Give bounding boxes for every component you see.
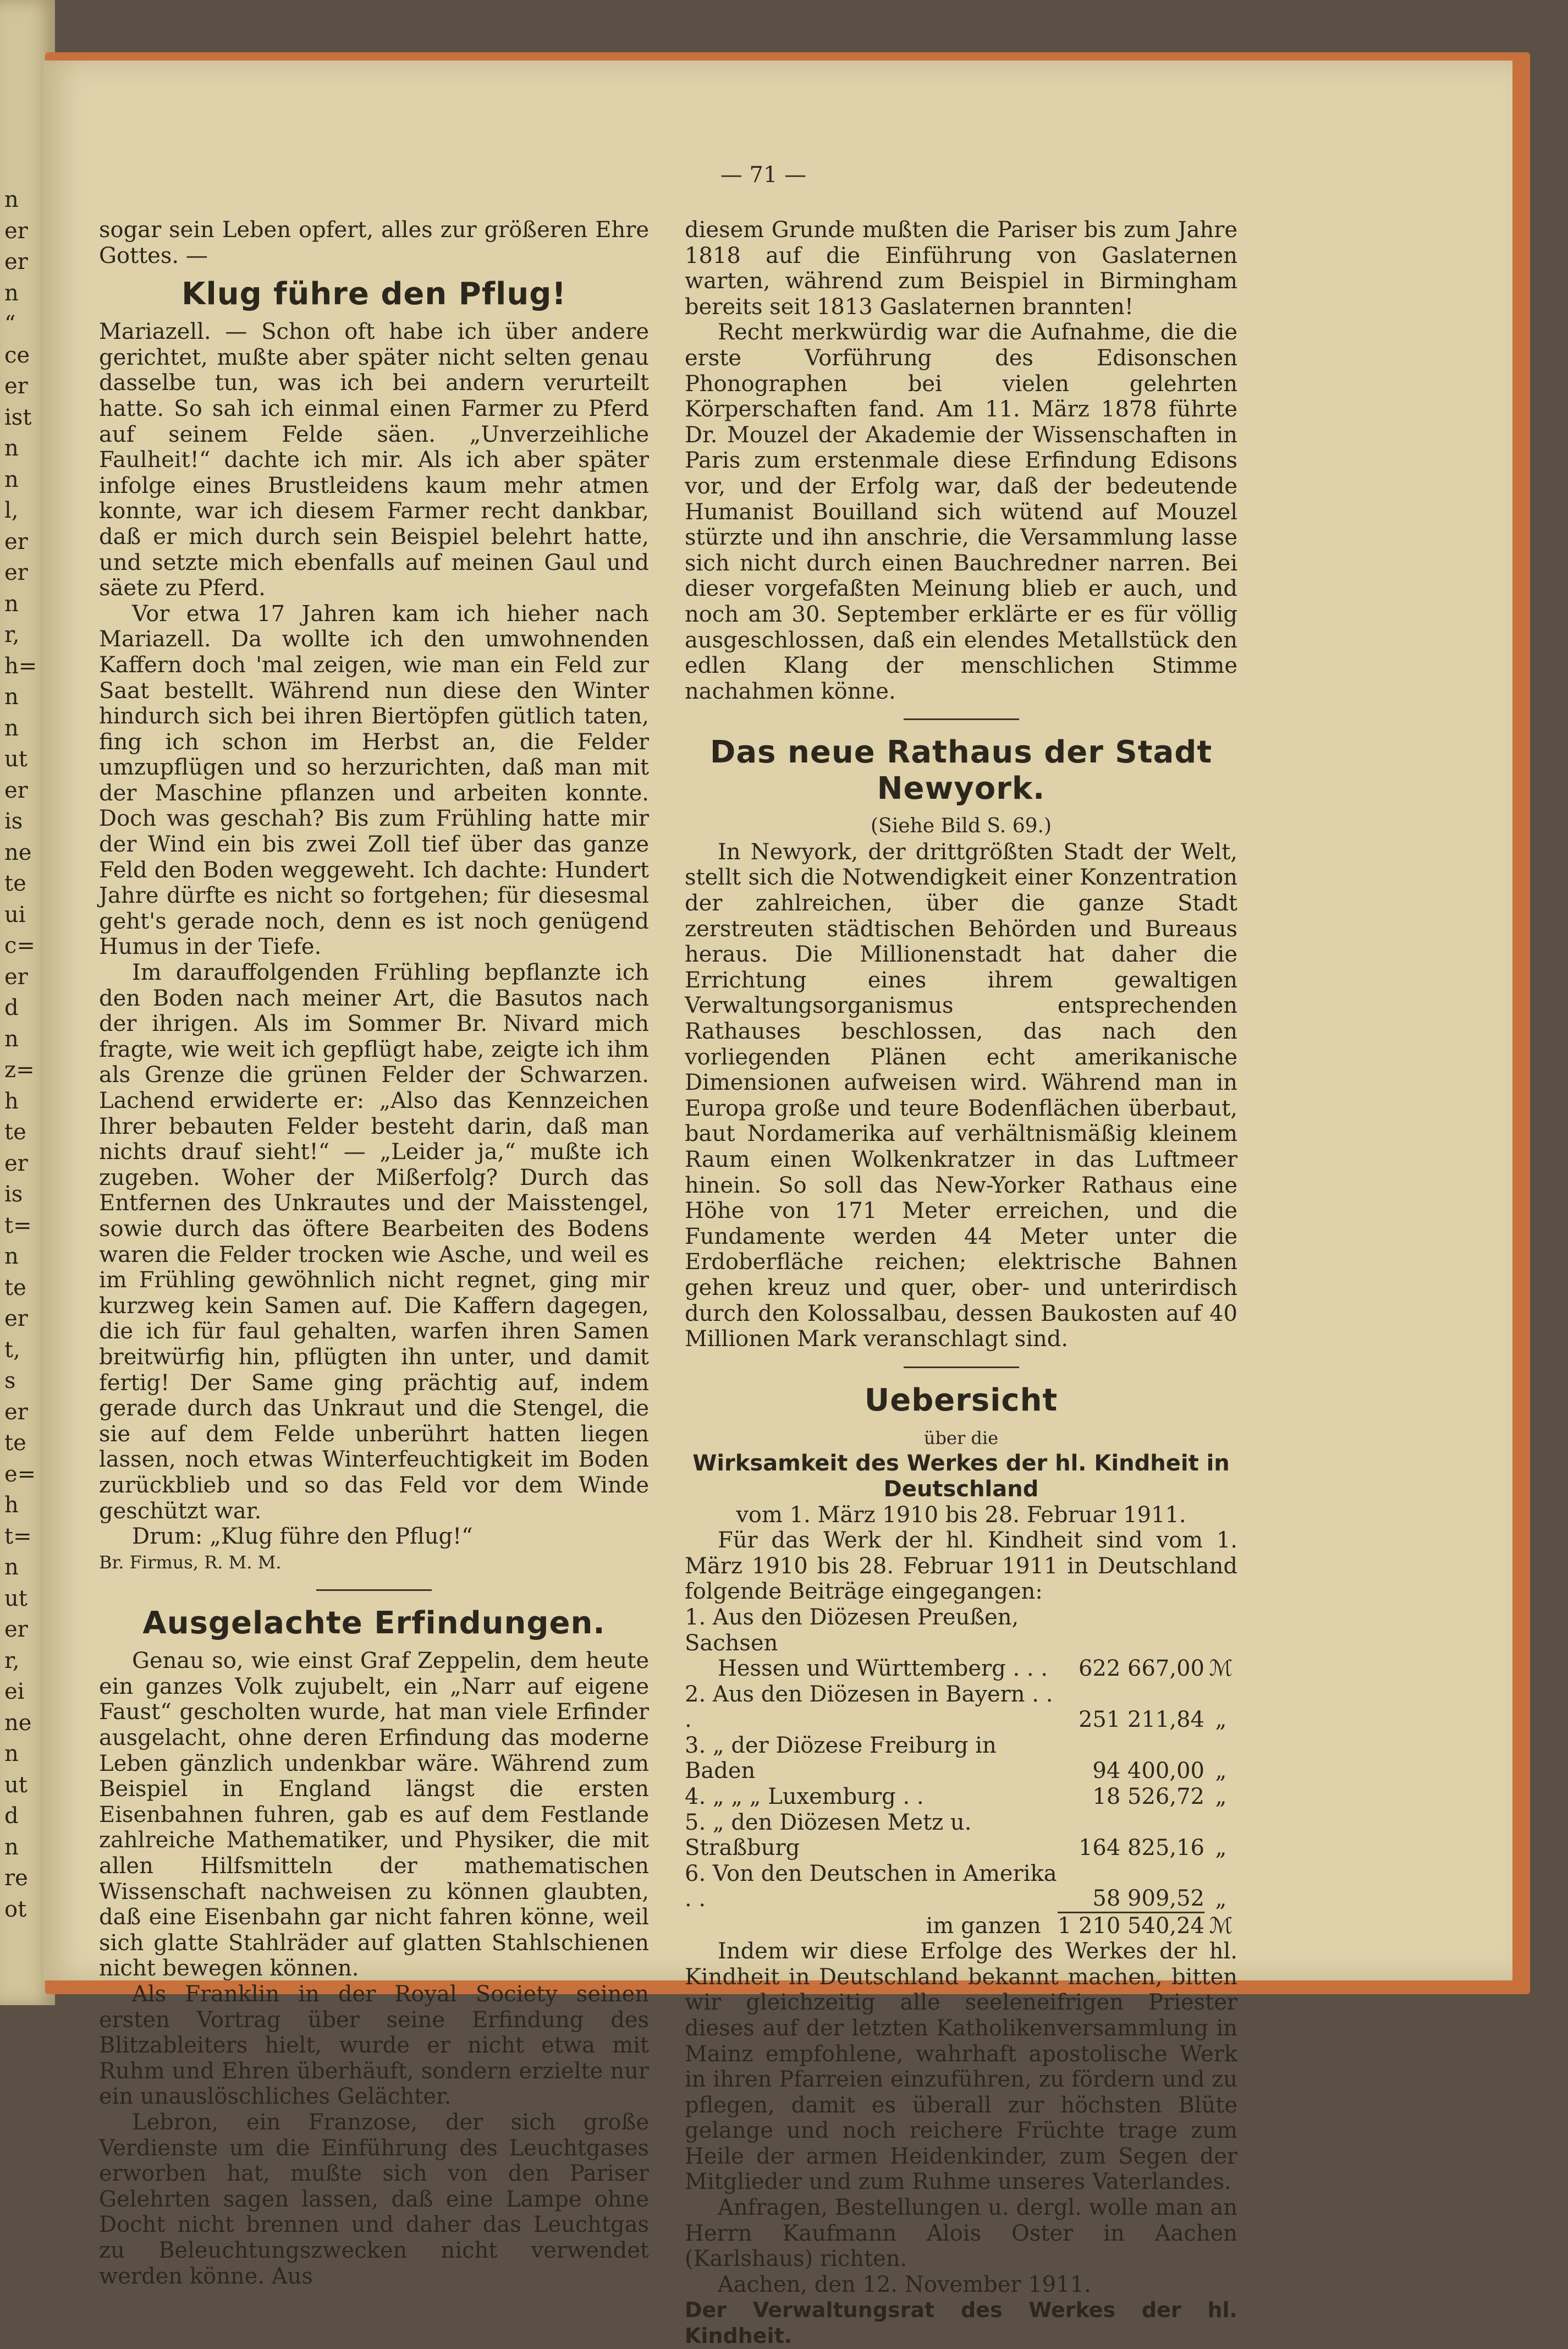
article-title-rathaus: Das neue Rathaus der Stadt Newyork.: [709, 734, 1213, 807]
edge-fragment: z=: [4, 1057, 35, 1083]
edge-fragment: n: [4, 715, 19, 741]
edge-fragment: er: [4, 374, 28, 399]
edge-fragment: n: [4, 1244, 19, 1269]
edge-fragment: er: [4, 1150, 28, 1176]
row-unit: „: [1215, 1886, 1227, 1912]
row-amount: 58 909,52: [1092, 1885, 1204, 1911]
edge-fragment: n: [4, 1834, 19, 1860]
paragraph: diesem Grunde mußten die Pariser bis zum Jahre 1818 auf die Einführung von Gaslaternen warten, während zum Beispiel in Birmingham bereits seit 1813 Gaslaternen brannten!: [685, 217, 1237, 320]
table-total-row: [685, 1912, 1237, 1939]
row-amount: [1058, 1605, 1204, 1656]
table-row: [685, 1656, 1237, 1682]
edge-fragment: r,: [4, 622, 20, 647]
edge-fragment: te: [4, 871, 26, 896]
edge-fragment: ce: [4, 342, 30, 368]
edge-fragment: er: [4, 560, 28, 585]
paragraph: Indem wir diese Erfolge des Werkes der hl. Kindheit in Deutschland bekannt machen, bitten wir gleichzeitig alle seeleneifrigen Priester dieses auf der letzten Katholikenversammlung in Mainz empfohlene, wahrhaft apostolische Werk in ihren Pfarreien einzuführen, zu fördern und zu pflegen, damit es überall zur höchsten Blüte gelange und noch reichere Früchte trage zum Heile der armen Heidenkinder, zum Segen der Mitglieder und zum Ruhme unseres Vaterlandes.: [685, 1939, 1237, 2195]
author-signature: Br. Firmus, R. M. M.: [99, 1551, 282, 1573]
edge-fragment: ist: [4, 404, 32, 430]
edge-fragment: er: [4, 218, 28, 244]
article-title-uebersicht: Uebersicht: [864, 1382, 1058, 1418]
paragraph: Drum: „Klug führe den Pflug!“: [132, 1524, 473, 1550]
table-row: [685, 1605, 1237, 1656]
paragraph: In Newyork, der drittgrößten Stadt der Welt, stellt sich die Notwendigkeit einer Konzentration der zahlreichen, über die ganze Stadt zerstreuten städtischen Behörden und Bureaus heraus. Die Millionenstadt hat daher die Errichtung eines ihrem gewaltigen Verwaltungsorganismus entsprechenden Rathauses beschlossen, das nach den vorliegenden Plänen echt amerikanische Dimensionen aufweisen wird. Während man in Europa große und teure Bodenflächen überbaut, baut Nordamerika auf verhältnismäßig kleinem Raum einen Wolkenkratzer in das Luftmeer hinein. So soll das New-Yorker Rathaus eine Höhe von 171 Meter erreichen, und die Fundamente werden 44 Meter unter die Erdoberfläche reichen; elektrische Bahnen gehen kreuz und quer, ober- und unterirdisch durch den Kolossalbau, dessen Baukosten auf 40 Millionen Mark veranschlagt sind.: [685, 839, 1237, 1352]
edge-fragment: n: [4, 1026, 19, 1052]
row-amount: 251 211,84: [1078, 1707, 1204, 1733]
row-amount: 622 667,00: [1078, 1656, 1204, 1682]
right-column: [685, 217, 1237, 2349]
intro-text: sogar sein Leben opfert, alles zur größeren Ehre Gottes. —: [99, 217, 649, 268]
row-unit: „: [1215, 1784, 1227, 1810]
report-period: vom 1. März 1910 bis 28. Februar 1911.: [736, 1502, 1186, 1528]
edge-fragment: h: [4, 1492, 19, 1518]
row-unit: ℳ: [1209, 1656, 1233, 1682]
edge-fragment: d: [4, 995, 19, 1020]
edge-fragment: t=: [4, 1523, 32, 1549]
row-label: 5. „ den Diözesen Metz u. Straßburg: [685, 1809, 972, 1861]
paragraph: Im darauffolgenden Frühling bepflanzte ich den Boden nach meiner Art, die Basutos nach der ihrigen. Als im Sommer Br. Nivard mich fragte, wie weit ich gepflügt habe, zeigte ich ihm als Grenze die grünen Felder der Schwarzen. Lachend erwiderte er: „Also das Kennzeichen Ihrer bebauten Felder besteht darin, daß man nichts drauf sieht!“ — „Leider ja,“ mußte ich zugeben. Woher der Mißerfolg? Durch das Entfernen des Unkrautes und der Maisstengel, sowie durch das öftere Bearbeiten des Bodens waren die Felder trocken wie Asche, und weil es im Frühling gewöhnlich nicht regnet, ging mir kurzweg kein Samen auf. Die Kaffern dagegen, die ich für faul gehalten, warfen ihren Samen breitwürfig hin, pflügten ihn unter, und damit fertig! Der Same ging prächtig auf, indem gerade durch das Unkraut und die Stengel, die sie auf dem Felde unberührt hatten liegen lassen, noch etwas Winterfeuchtigkeit im Boden zurückblieb und so das Feld vor dem Winde geschützt war.: [99, 960, 649, 1524]
edge-fragment: n: [4, 436, 19, 461]
paragraph: Genau so, wie einst Graf Zeppelin, dem heute ein ganzes Volk zujubelt, ein „Narr auf eigene Faust“ gescholten wurde, hat man viele Erfinder ausgelacht, ohne deren Erfindung das moderne Leben gänzlich undenkbar wäre. Während zum Beispiel in England längst die ersten Eisenbahnen fuhren, gab es auf dem Festlande zahlreiche Mathematiker, und Physiker, die mit allen Hilfsmitteln der mathematischen Wissenschaft nachweisen zu können glaubten, daß eine Eisenbahn gar nicht fahren könne, weil sich glatte Stahlräder auf glatten Stahlschienen nicht bewegen können.: [99, 1648, 649, 1982]
edge-fragment: s: [4, 1368, 16, 1393]
edge-fragment: er: [4, 777, 28, 803]
edge-fragment: e=: [4, 1461, 36, 1487]
section-divider: [904, 718, 1019, 720]
edge-fragment: er: [4, 1617, 28, 1642]
row-label: 6. Von den Deutschen in Amerika . .: [685, 1860, 1057, 1912]
edge-fragment: er: [4, 1399, 28, 1425]
section-divider: [316, 1589, 432, 1591]
edge-fragment: te: [4, 1275, 26, 1300]
paragraph: Für das Werk der hl. Kindheit sind vom 1. März 1910 bis 28. Februar 1911 in Deutschland folgende Beiträge eingegangen:: [685, 1528, 1237, 1605]
edge-fragment: n: [4, 591, 19, 617]
total-label: im ganzen: [926, 1913, 1041, 1939]
article-title-erfindungen: Ausgelachte Erfindungen.: [142, 1605, 606, 1642]
left-column: [99, 217, 649, 2289]
edge-fragment: te: [4, 1430, 26, 1456]
edge-fragment: ot: [4, 1896, 27, 1922]
edge-fragment: re: [4, 1865, 28, 1891]
place-date: Aachen, den 12. November 1911.: [718, 2271, 1091, 2297]
edge-fragment: n: [4, 466, 19, 492]
article-title-klug: Klug führe den Pflug!: [181, 276, 566, 312]
edge-fragment: “: [4, 311, 16, 337]
edge-fragment: c=: [4, 933, 35, 958]
section-divider: [904, 1366, 1019, 1368]
row-amount: 94 400,00: [1092, 1758, 1204, 1784]
edge-fragment: te: [4, 1119, 26, 1145]
paragraph: Recht merkwürdig war die Aufnahme, die die erste Vorführung des Edisonschen Phonographen bei vielen gelehrten Körperschaften fand. Am 11. März 1878 führte Dr. Mouzel der Akademie der Wissenschaften in Paris zum erstenmale diese Erfindung Edisons vor, und der Erfolg war, daß der bedeutende Humanist Bouilland sich wütend auf Mouzel stürzte und ihn anschrie, die Versammlung lasse sich nicht durch einen Bauchredner narren. Bei dieser vorgefaßten Meinung blieb er auch, und noch am 30. September erklärte er es für völlig ausgeschlossen, daß ein elendes Metallstück den edlen Klang der menschlichen Stimme nachahmen könne.: [685, 320, 1237, 704]
row-label: 2. Aus den Diözesen in Bayern . . .: [685, 1681, 1053, 1733]
paragraph: Anfragen, Bestellungen u. dergl. wolle man an Herrn Kaufmann Alois Oster in Aachen (Karlshaus) richten.: [685, 2195, 1237, 2272]
edge-fragment: n: [4, 1741, 19, 1766]
edge-fragment: ut: [4, 747, 27, 772]
paragraph: Als Franklin in der Royal Society seinen ersten Vortrag über seine Erfindung des Blitzableiters hielt, wurde er nicht etwa mit Ruhm und Ehren überhäuft, sondern erzielte nur ein unauslöschliches Gelächter.: [99, 1982, 649, 2110]
row-amount: 164 825,16: [1078, 1835, 1204, 1861]
page-number: — 71 —: [720, 162, 807, 188]
over-line: über die: [923, 1427, 999, 1448]
edge-fragment: ui: [4, 902, 26, 927]
edge-fragment: t=: [4, 1212, 32, 1238]
edge-fragment: er: [4, 964, 28, 990]
edge-fragment: t,: [4, 1337, 20, 1363]
edge-fragment: is: [4, 1182, 23, 1207]
total-unit: ℳ: [1209, 1913, 1233, 1939]
row-label: 4. „ „ „ Luxemburg . .: [685, 1784, 924, 1810]
closing-signature: Der Verwaltungsrat des Werkes der hl. Kindheit.: [685, 2298, 1237, 2348]
row-unit: „: [1215, 1707, 1227, 1733]
paragraph: Mariazell. — Schon oft habe ich über andere gerichtet, mußte aber später nicht selten genau dasselbe tun, was ich bei andern verurteilt hatte. So sah ich einmal einen Farmer zu Pferd auf seinem Felde säen. „Unverzeihliche Faulheit!“ dachte ich mir. Als ich aber später infolge eines Brustleidens kaum mehr atmen konnte, war ich diesem Farmer recht dankbar, daß er mich durch sein Beispiel belehrt hatte, und setzte mich ebenfalls auf meinen Gaul und säete zu Pferd.: [99, 319, 649, 601]
edge-fragment: d: [4, 1803, 19, 1829]
edge-fragment: ne: [4, 839, 32, 865]
row-label: 3. „ der Diözese Freiburg in Baden: [685, 1732, 997, 1784]
edge-fragment: h=: [4, 653, 37, 679]
row-unit: „: [1215, 1835, 1227, 1861]
edge-fragment: n: [4, 1555, 19, 1580]
report-subtitle: Wirksamkeit des Werkes der hl. Kindheit in Deutschland: [692, 1451, 1230, 1502]
table-row: [685, 1810, 1237, 1861]
edge-fragment: l,: [4, 498, 19, 523]
total-amount: 1 210 540,24: [1057, 1913, 1204, 1939]
row-unit: „: [1215, 1758, 1227, 1784]
edge-fragment: er: [4, 249, 28, 275]
table-row: [685, 1733, 1237, 1784]
edge-fragment: ut: [4, 1772, 27, 1798]
edge-fragment: is: [4, 809, 23, 834]
edge-fragment: er: [4, 1306, 28, 1331]
edge-fragment: ei: [4, 1679, 25, 1704]
row-label: 1. Aus den Diözesen Preußen, Sachsen: [685, 1604, 1019, 1656]
edge-fragment: h: [4, 1088, 19, 1114]
donations-table: [685, 1605, 1237, 1939]
paragraph: Lebron, ein Franzose, der sich große Verdienste um die Einführung des Leuchtgases erworben hat, mußte sich von den Pariser Gelehrten sagen lassen, daß eine Lampe ohne Docht nicht brennen und daher das Leuchtgas zu Beleuchtungszwecken nicht verwendet werden könne. Aus: [99, 2109, 649, 2289]
paragraph: Vor etwa 17 Jahren kam ich hieher nach Mariazell. Da wollte ich den umwohnenden Kaffern doch 'mal zeigen, wie man ein Feld zur Saat bestellt. Während nun diese den Winter hindurch sich bei ihren Biertöpfen gütlich taten, fing ich schon im Herbst an, die Felder umzupflügen und so herzurichten, daß man mit der Maschine pflanzen und arbeiten konnte. Doch was geschah? Bis zum Frühling hatte mir der Wind ein bis zwei Zoll tief über das ganze Feld den Boden weggeweht. Ich dachte: Hundert Jahre dürfte es nicht so fortgehen; für diesesmal geht's gerade noch, denn es ist noch genügend Humus in der Tiefe.: [99, 601, 649, 960]
edge-fragment: er: [4, 529, 28, 555]
edge-fragment: ut: [4, 1585, 27, 1611]
row-unit: [1204, 1605, 1237, 1656]
table-row: [685, 1682, 1237, 1733]
edge-fragment: ne: [4, 1710, 32, 1736]
edge-fragment: n: [4, 684, 19, 710]
table-row: [685, 1861, 1237, 1912]
row-amount: 18 526,72: [1092, 1784, 1204, 1810]
edge-fragment: r,: [4, 1648, 20, 1673]
edge-fragment: n: [4, 187, 19, 212]
edge-fragment: n: [4, 280, 19, 306]
row-label: Hessen und Württemberg . . .: [718, 1656, 1048, 1682]
image-reference-note: (Siehe Bild S. 69.): [871, 815, 1052, 838]
table-row: [685, 1784, 1237, 1810]
